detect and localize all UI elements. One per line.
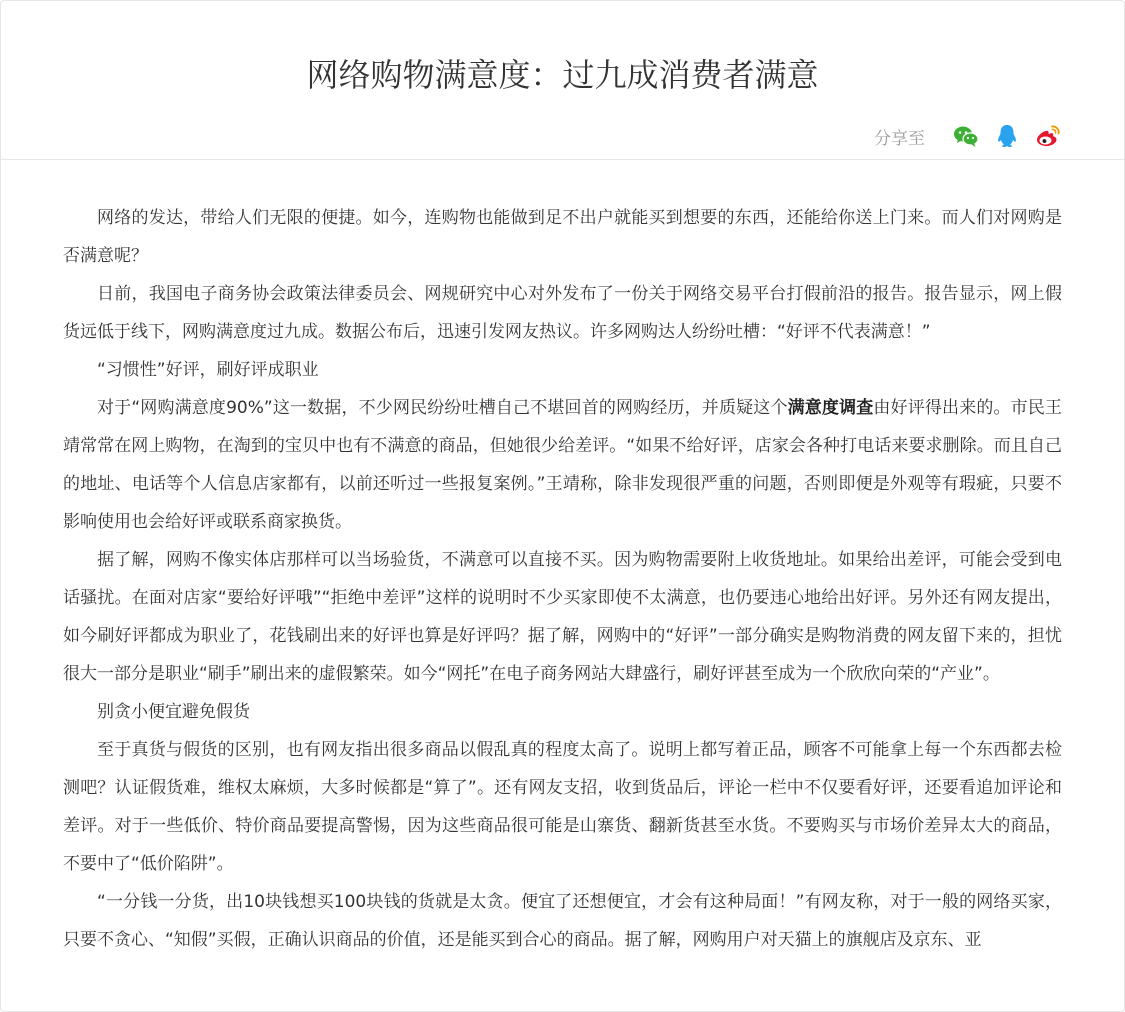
article-paragraph: 网络的发达，带给人们无限的便捷。如今，连购物也能做到足不出户就能买到想要的东西，还能给你送上门来。而人们对网购是否满意呢？ — [63, 208, 1062, 266]
keyword-link[interactable]: 满意度调查 — [787, 398, 874, 418]
article-header — [1, 1, 1124, 160]
article-title: 网络购物满意度：过九成消费者满意 — [306, 56, 819, 94]
paragraph-text: 由好评得出来的。市民王靖常常在网上购物，在淘到的宝贝中也有不满意的商品，但她很少给差评。“如果不给好评，店家会各种打电话来要求删除。而且自己的地址、电话等个人信息店家都有，以前还听过一些报复案例。”王靖称，除非发现很严重的问题，否则即便是外观等有瑕疵，只要不影响使用也会给好评或联系商家换货。 — [63, 398, 1062, 532]
article-paragraph: 据了解，网购不像实体店那样可以当场验货，不满意可以直接不买。因为购物需要附上收货地址。如果给出差评，可能会受到电话骚扰。在面对店家“要给好评哦”“拒绝中差评”这样的说明时不少买家即使不太满意，也仍要违心地给出好评。另外还有网友提出，如今刷好评都成为职业了，花钱刷出来的好评也算是好评吗？据了解，网购中的“好评”一部分确实是购物消费的网友留下来的，担忧很大一部分是职业“刷手”刷出来的虚假繁荣。如今“网托”在电子商务网站大肆盛行，刷好评甚至成为一个欣欣向荣的“产业”。 — [63, 550, 1062, 684]
share-bar — [874, 119, 1062, 153]
article-paragraph: 至于真货与假货的区别，也有网友指出很多商品以假乱真的程度太高了。说明上都写着正品，顾客不可能拿上每一个东西都去检测吧？认证假货难，维权太麻烦，大多时候都是“算了”。还有网友支招，收到货品后，评论一栏中不仅要看好评，还要看追加评论和差评。对于一些低价、特价商品要提高警惕，因为这些商品很可能是山寨货、翻新货甚至水货。不要购买与市场价差异太大的商品，不要中了“低价陷阱”。 — [63, 740, 1062, 874]
article-paragraph: 日前，我国电子商务协会政策法律委员会、网规研究中心对外发布了一份关于网络交易平台打假前沿的报告。报告显示，网上假货远低于线下，网购满意度过九成。数据公布后，迅速引发网友热议。许多网购达人纷纷吐槽：“好评不代表满意！” — [63, 284, 1062, 342]
qq-icon[interactable] — [993, 122, 1021, 150]
article-paragraph: “一分钱一分货，出10块钱想买100块钱的货就是太贪。便宜了还想便宜，才会有这种局面！”有网友称，对于一般的网络买家，只要不贪心、“知假”买假，正确认识商品的价值，还是能买到合心的商品。据了解，网购用户对天猫上的旗舰店及京东、亚 — [63, 892, 1062, 950]
section-heading: “习惯性”好评，刷好评成职业 — [97, 360, 319, 380]
share-label: 分享至 — [874, 128, 925, 149]
section-heading: 别贪小便宜避免假货 — [97, 702, 250, 722]
wechat-icon[interactable] — [952, 122, 980, 150]
article-paragraph — [63, 389, 1062, 541]
article-body — [63, 199, 1062, 959]
paragraph-text: 对于“网购满意度90%”这一数据，不少网民纷纷吐槽自己不堪回首的网购经历，并质疑这个 — [97, 398, 788, 418]
weibo-icon[interactable] — [1034, 122, 1062, 150]
